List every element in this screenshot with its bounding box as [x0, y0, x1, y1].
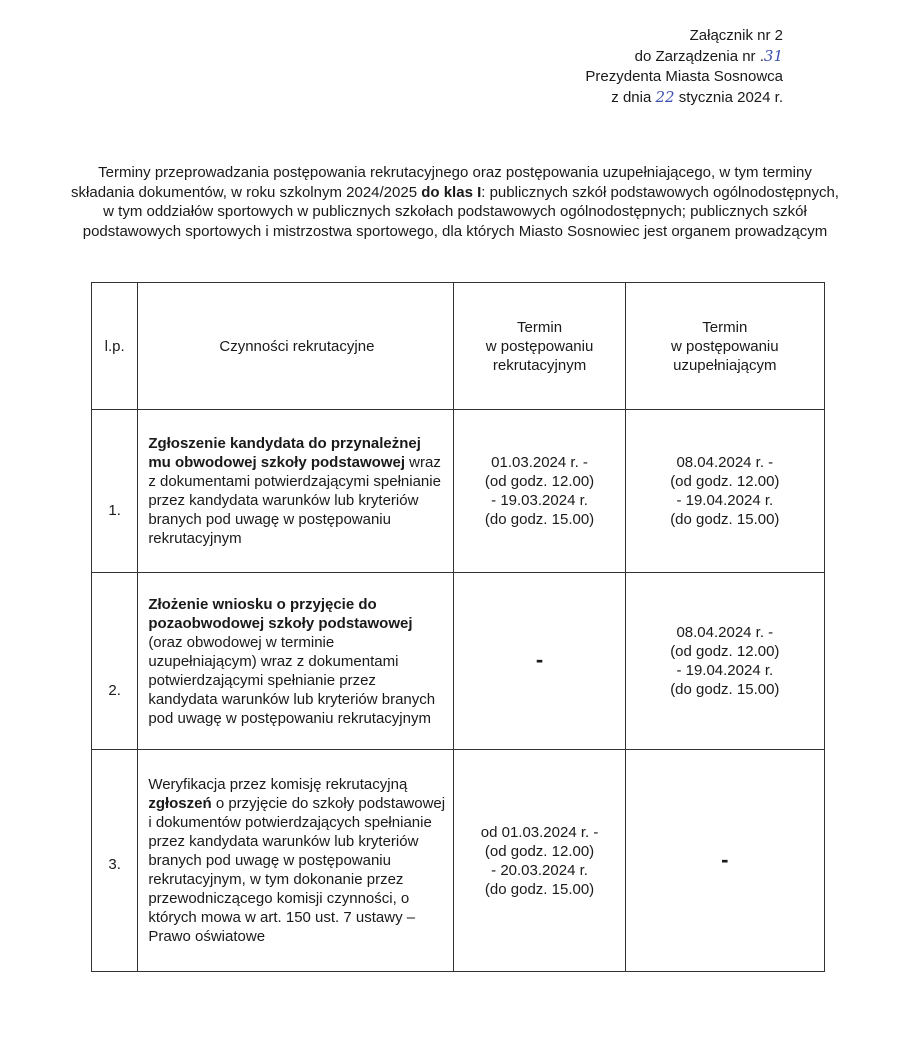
no-term-dash: -: [721, 846, 729, 872]
row-main-term: 01.03.2024 r. - (od godz. 12.00) - 19.03.2024 r. (do godz. 15.00): [454, 410, 625, 573]
header-main-term: Termin w postępowaniu rekrutacyjnym: [454, 283, 625, 410]
header-activity: Czynności rekrutacyjne: [138, 283, 454, 410]
document-title: Terminy przeprowadzania postępowania rekrutacyjnego oraz postępowania uzupełniającego, w tym terminy składania dokumentów, w roku szkolnym 2024/2025 do klas I: publicznych szkół podstawowych ogólnodostępnych, w tym oddziałów sportowych w publicznych szkołach podstawowych ogólnodostępnych; publicznych szkół podstawowych sportowych i mistrzostwa sportowego, dla których Miasto Sosnowiec jest organem prowadzącym: [71, 164, 839, 240]
table-header-row: [92, 283, 825, 410]
row-supplementary-term: [625, 750, 824, 972]
table-row: [92, 750, 825, 972]
annex-issuer: Prezydenta Miasta Sosnowca: [585, 68, 783, 85]
annex-ordinance: do Zarządzenia nr .31: [634, 47, 783, 65]
header-lp: l.p.: [92, 283, 138, 410]
table-row: [92, 573, 825, 750]
row-lp: 2.: [92, 573, 138, 750]
row-lp: 3.: [92, 750, 138, 972]
annex-number: Załącznik nr 2: [689, 27, 783, 44]
row-supplementary-term: 08.04.2024 r. - (od godz. 12.00) - 19.04.2024 r. (do godz. 15.00): [625, 573, 824, 750]
recruitment-schedule-table: [91, 282, 825, 972]
table-row: [92, 410, 825, 573]
handwritten-ordinance-number: 31: [763, 47, 783, 65]
row-activity: Weryfikacja przez komisję rekrutacyjną zgłoszeń o przyjęcie do szkoły podstawowej i dokumentów potwierdzających spełnianie przez kandydata warunków lub kryteriów branych pod uwagę w postępowaniu rekrutacyjnym, w tym dokonanie przez przewodniczącego komisji czynności, o których mowa w art. 150 ust. 7 ustawy – Prawo oświatowe: [138, 750, 454, 972]
row-main-term: od 01.03.2024 r. - (od godz. 12.00) - 20.03.2024 r. (do godz. 15.00): [454, 750, 625, 972]
row-main-term: [454, 573, 625, 750]
header-supplementary-term: Termin w postępowaniu uzupełniającym: [625, 283, 824, 410]
annex-date: z dnia 22 stycznia 2024 r.: [611, 88, 783, 106]
annex-header: [585, 26, 783, 108]
row-supplementary-term: 08.04.2024 r. - (od godz. 12.00) - 19.04.2024 r. (do godz. 15.00): [625, 410, 824, 573]
no-term-dash: -: [535, 647, 544, 672]
row-activity: Złożenie wniosku o przyjęcie do pozaobwodowej szkoły podstawowej (oraz obwodowej w terminie uzupełniającym) wraz z dokumentami potwierdzającymi spełnianie przez kandydata warunków lub kryteriów branych pod uwagę w postępowaniu rekrutacyjnym: [138, 573, 454, 750]
handwritten-day: 22: [655, 88, 675, 106]
row-lp: 1.: [92, 410, 138, 573]
row-activity: Zgłoszenie kandydata do przynależnej mu obwodowej szkoły podstawowej wraz z dokumentami potwierdzającymi spełnianie przez kandydata warunków lub kryteriów branych pod uwagę w postępowaniu rekrutacyjnym: [138, 410, 454, 573]
